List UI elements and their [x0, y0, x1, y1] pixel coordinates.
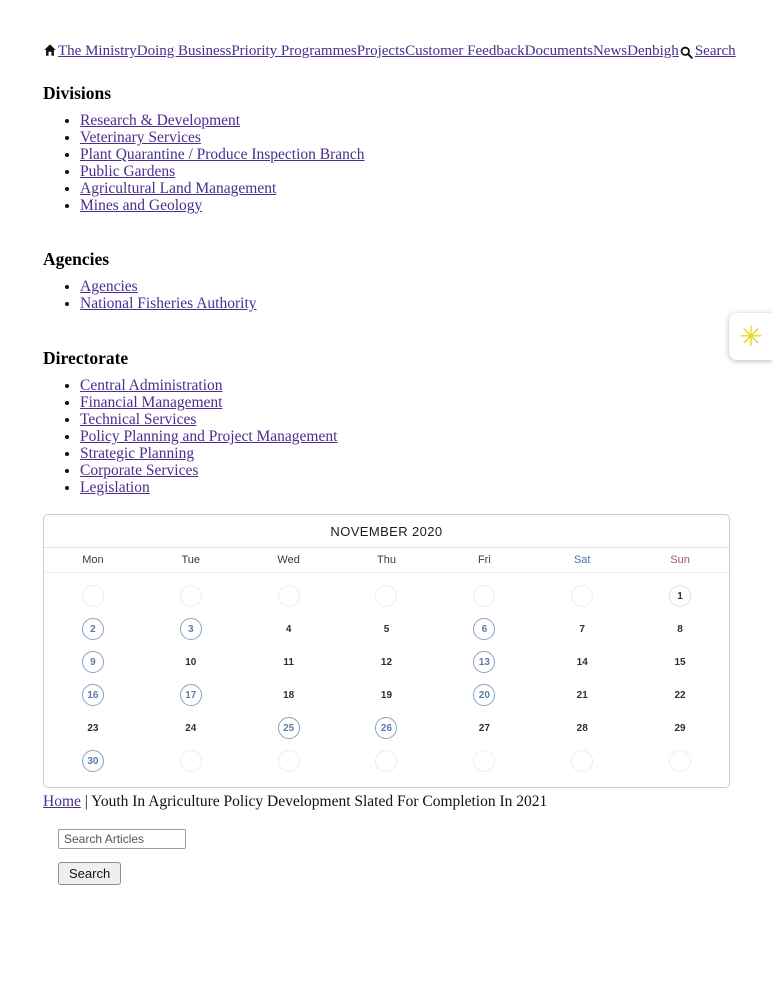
calendar-day-18	[240, 679, 338, 712]
calendar-day-9[interactable]	[44, 646, 142, 679]
search-icon	[680, 45, 693, 62]
day-circle	[180, 585, 202, 607]
day-header-sun: Sun	[670, 553, 690, 566]
calendar-day-empty	[240, 580, 338, 613]
nav-item-customer-feedback[interactable]: Customer Feedback	[405, 43, 525, 59]
day-circle: 11	[283, 656, 294, 668]
event-day-circle[interactable]: 20	[473, 684, 495, 706]
link-sections	[43, 83, 730, 497]
link-research-development[interactable]: Research & Development	[80, 112, 241, 129]
calendar-day-empty	[44, 580, 142, 613]
link-mines-and-geology[interactable]: Mines and Geology	[80, 196, 203, 214]
list-item	[80, 395, 730, 412]
calendar-day-19	[338, 679, 436, 712]
event-day-circle[interactable]: 13	[473, 651, 495, 673]
calendar-day-empty	[533, 580, 631, 613]
calendar-day-2[interactable]	[44, 613, 142, 646]
calendar-day-22	[631, 679, 729, 712]
link-policy-planning-and-project-management[interactable]: Policy Planning and Project Management	[80, 427, 338, 445]
calendar-day-empty	[240, 745, 338, 778]
section-agencies	[43, 249, 730, 313]
breadcrumb-home-link[interactable]: Home	[43, 792, 81, 810]
nav-item-priority-programmes[interactable]: Priority Programmes	[231, 43, 357, 59]
nav-search-label: Search	[694, 43, 736, 59]
section-title-agencies: Agencies	[43, 249, 110, 270]
list-item	[80, 446, 730, 463]
day-circle	[473, 585, 495, 607]
section-title-divisions: Divisions	[43, 83, 112, 103]
list-item	[80, 130, 730, 147]
list-item	[80, 463, 730, 480]
calendar-day-12	[338, 646, 436, 679]
event-day-circle[interactable]: 3	[180, 618, 202, 640]
day-circle: 5	[383, 623, 390, 635]
day-circle	[278, 585, 300, 607]
nav-items	[58, 43, 679, 59]
home-icon	[43, 43, 57, 59]
search-button[interactable]: Search	[58, 862, 121, 885]
section-link-list	[43, 378, 730, 496]
event-day-circle[interactable]: 25	[278, 717, 300, 739]
list-item	[80, 181, 730, 198]
day-circle	[180, 750, 202, 772]
event-day-circle[interactable]: 30	[82, 750, 104, 772]
link-national-fisheries-authority[interactable]: National Fisheries Authority	[80, 295, 257, 313]
calendar-day-21	[533, 679, 631, 712]
calendar-day-26[interactable]	[338, 712, 436, 745]
calendar-grid	[44, 573, 729, 787]
day-circle: 18	[283, 689, 295, 701]
calendar-day-10	[142, 646, 240, 679]
day-header-wed: Wed	[277, 553, 300, 566]
asterisk-icon: ✳	[739, 319, 763, 353]
calendar-day-empty	[142, 580, 240, 613]
list-item	[80, 164, 730, 181]
day-circle	[571, 585, 593, 607]
event-day-circle[interactable]: 17	[180, 684, 202, 706]
day-circle: 4	[285, 623, 292, 635]
breadcrumb-separator: |	[84, 792, 88, 810]
event-day-circle[interactable]: 6	[473, 618, 495, 640]
calendar-day-8	[631, 613, 729, 646]
calendar-title: NOVEMBER 2020	[44, 515, 729, 548]
list-item	[80, 279, 730, 296]
day-circle: 22	[674, 689, 686, 701]
calendar-day-empty	[338, 745, 436, 778]
calendar-day-27	[435, 712, 533, 745]
nav-item-denbigh[interactable]: Denbigh	[627, 43, 679, 59]
calendar-day-14	[533, 646, 631, 679]
link-agencies[interactable]: Agencies	[80, 278, 138, 296]
day-circle: 21	[576, 689, 588, 701]
day-circle: 27	[478, 722, 490, 734]
calendar-day-11	[240, 646, 338, 679]
calendar-day-13[interactable]	[435, 646, 533, 679]
list-item	[80, 480, 730, 497]
day-circle: 7	[579, 623, 585, 635]
calendar-day-30[interactable]	[44, 745, 142, 778]
link-veterinary-services[interactable]: Veterinary Services	[80, 128, 201, 146]
day-header-tue: Tue	[181, 553, 201, 566]
nav-item-documents[interactable]: Documents	[524, 43, 593, 59]
day-circle: 28	[576, 722, 588, 734]
day-header-mon: Mon	[82, 553, 104, 566]
calendar-day-20[interactable]	[435, 679, 533, 712]
day-circle: 1	[669, 585, 691, 607]
link-agricultural-land-management[interactable]: Agricultural Land Management	[80, 179, 277, 197]
calendar-day-16[interactable]	[44, 679, 142, 712]
calendar-day-1	[631, 580, 729, 613]
link-public-gardens[interactable]: Public Gardens	[80, 162, 176, 180]
list-item	[80, 378, 730, 395]
link-legislation[interactable]: Legislation	[80, 478, 150, 496]
day-circle	[278, 750, 300, 772]
calendar-day-17[interactable]	[142, 679, 240, 712]
calendar-day-25[interactable]	[240, 712, 338, 745]
top-nav	[43, 43, 736, 62]
event-day-circle[interactable]: 26	[375, 717, 397, 739]
calendar-day-empty	[435, 745, 533, 778]
day-header-fri: Fri	[477, 553, 491, 566]
search-articles-input[interactable]	[58, 829, 186, 849]
day-circle	[571, 750, 593, 772]
link-strategic-planning[interactable]: Strategic Planning	[80, 444, 195, 462]
section-title-directorate: Directorate	[43, 348, 129, 369]
day-header-thu: Thu	[377, 553, 396, 566]
calendar-day-empty	[631, 745, 729, 778]
nav-item-news[interactable]: News	[592, 43, 628, 59]
day-circle	[375, 585, 397, 607]
calendar-day-24	[142, 712, 240, 745]
day-circle: 19	[380, 689, 393, 701]
nav-search-link[interactable]	[679, 43, 736, 59]
home-link[interactable]	[43, 43, 57, 59]
calendar-day-29	[631, 712, 729, 745]
calendar-day-15	[631, 646, 729, 679]
day-circle: 29	[674, 722, 686, 734]
link-corporate-services[interactable]: Corporate Services	[80, 461, 199, 479]
floating-widget[interactable]	[729, 313, 773, 360]
nav-item-the-ministry[interactable]: The Ministry	[58, 43, 137, 59]
calendar-day-7	[533, 613, 631, 646]
day-circle: 10	[185, 656, 197, 668]
calendar-day-empty	[435, 580, 533, 613]
link-plant-quarantine-produce-inspection-branch[interactable]: Plant Quarantine / Produce Inspection Branch	[80, 145, 365, 163]
calendar-day-3[interactable]	[142, 613, 240, 646]
day-circle: 24	[185, 722, 197, 734]
calendar-day-headers	[44, 548, 729, 573]
nav-item-doing-business[interactable]: Doing Business	[136, 43, 232, 59]
day-circle: 14	[576, 656, 588, 668]
day-circle: 12	[380, 656, 393, 668]
calendar-day-28	[533, 712, 631, 745]
event-day-circle[interactable]: 16	[82, 684, 104, 706]
list-item	[80, 429, 730, 446]
calendar-widget	[43, 514, 730, 788]
day-circle	[82, 585, 104, 607]
calendar-day-empty	[533, 745, 631, 778]
calendar-day-empty	[338, 580, 436, 613]
list-item	[80, 296, 730, 313]
day-circle	[473, 750, 495, 772]
day-header-sat: Sat	[573, 553, 591, 566]
article-search-form	[58, 829, 730, 885]
list-item	[80, 113, 730, 130]
calendar-day-4	[240, 613, 338, 646]
section-link-list	[43, 279, 730, 313]
day-circle: 8	[677, 623, 683, 635]
section-divisions	[43, 83, 730, 214]
section-directorate	[43, 348, 730, 496]
list-item	[80, 147, 730, 164]
day-circle: 23	[87, 722, 99, 734]
calendar-day-empty	[142, 745, 240, 778]
nav-item-projects[interactable]: Projects	[356, 43, 406, 59]
day-circle: 15	[674, 656, 686, 668]
breadcrumb	[43, 793, 730, 811]
day-circle	[375, 750, 397, 772]
event-day-circle[interactable]: 2	[82, 618, 104, 640]
calendar-day-5	[338, 613, 436, 646]
link-technical-services[interactable]: Technical Services	[80, 411, 197, 429]
calendar-day-6[interactable]	[435, 613, 533, 646]
breadcrumb-article-title: Youth In Agriculture Policy Development Slated For Completion In 2021	[91, 792, 548, 810]
event-day-circle[interactable]: 9	[82, 651, 104, 673]
link-financial-management[interactable]: Financial Management	[80, 394, 223, 412]
calendar-day-23	[44, 712, 142, 745]
list-item	[80, 412, 730, 429]
link-central-administration[interactable]: Central Administration	[80, 377, 223, 395]
section-link-list	[43, 113, 730, 214]
list-item	[80, 198, 730, 215]
day-circle	[669, 750, 691, 772]
